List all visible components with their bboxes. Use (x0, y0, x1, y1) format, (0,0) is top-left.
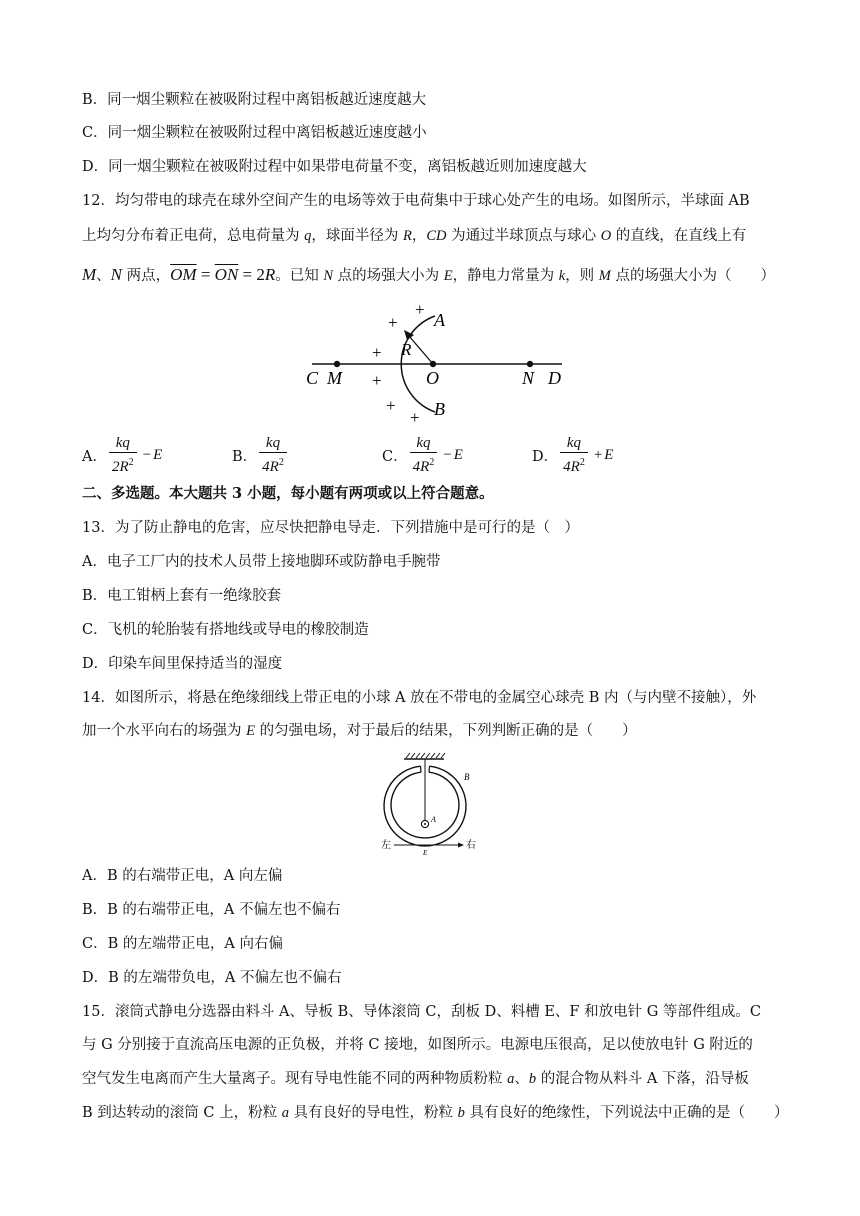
q13-option-a: A．电子工厂内的技术人员带上接地脚环或防静电手腕带 (82, 554, 441, 570)
charged-ball-center (424, 823, 426, 825)
q11-option-d: D．同一烟尘颗粒在被吸附过程中如果带电荷量不变，离铝板越近则加速度越大 (82, 159, 587, 175)
label-b: B (434, 399, 445, 419)
plus-sign: + (372, 343, 382, 362)
label-e: E (423, 849, 428, 856)
om-segment: $\overline{OM}$ (170, 265, 197, 284)
q12-option-b: B． $\frac{kq}{4R^2}$ (232, 432, 295, 478)
fraction: $\frac{kq}{4R^2}$ (410, 434, 438, 477)
fraction: $\frac{kq}{4R^2}$ (259, 434, 287, 477)
ceiling-hatch-icon (406, 753, 445, 758)
metal-shell-diagram (372, 752, 488, 856)
point-n (527, 361, 533, 367)
q14-option-a: A．B 的右端带正电，A 向左偏 (82, 868, 283, 884)
label-left: 左 (381, 840, 391, 851)
q11-option-b: B．同一烟尘颗粒在被吸附过程中离铝板越近速度越大 (82, 92, 427, 108)
label-right: 右 (466, 840, 476, 851)
section-heading: 二、多选题。本大题共 3 小题，每小题有两项或以上符合题意。 (82, 485, 494, 502)
q13-stem: 13．为了防止静电的危害，应尽快把静电导走．下列措施中是可行的是（ ） (82, 520, 579, 536)
q13-option-b: B．电工钳柄上套有一绝缘胶套 (82, 588, 282, 604)
q12-option-d: D． $\frac{kq}{4R^2}$ + E (532, 434, 614, 475)
q14-option-c: C．B 的左端带正电，A 向右偏 (82, 936, 283, 952)
plus-sign: + (415, 300, 425, 319)
field-arrowhead-icon (458, 843, 464, 848)
fraction: $\frac{kq}{2R^2}$ (109, 434, 137, 477)
q13-option-c: C．飞机的轮胎装有搭地线或导电的橡胶制造 (82, 622, 369, 638)
label-r: R (401, 340, 412, 359)
radius-arrow (409, 336, 433, 364)
label-b: B (464, 772, 470, 782)
q12-option-a: A． $\frac{kq}{2R^2}$ − E (82, 434, 163, 475)
q15-stem-line3: 空气发生电离而产生大量离子。现有导电性能不同的两种物质粉粒 a、b 的混合物从料斗 A 下落，沿导板 (82, 1071, 749, 1087)
label-o: O (426, 368, 439, 388)
label-a: A (431, 815, 436, 824)
q14-option-d: D．B 的左端带负电，A 不偏左也不偏右 (82, 970, 342, 986)
q13-option-d: D．印染车间里保持适当的湿度 (82, 656, 283, 672)
on-segment: $\overline{ON}$ (214, 265, 239, 284)
q15-stem-line4: B 到达转动的滚筒 C 上，粉粒 a 具有良好的导电性，粉粒 b 具有良好的绝缘性，下列说法中正确的是（ ） (82, 1105, 789, 1121)
q14-option-b: B．B 的右端带正电，A 不偏左也不偏右 (82, 902, 341, 918)
q14-stem-line1: 14．如图所示，将悬在绝缘细线上带正电的小球 A 放在不带电的金属空心球壳 B 内（与内壁不接触），外 (82, 690, 757, 706)
q15-stem-line2: 与 G 分别接于直流高压电源的正负极，并将 C 接地，如图所示。电源电压很高，足以使放电针 G 附近的 (82, 1037, 753, 1053)
shell-gap-edge (421, 766, 422, 772)
plus-sign: + (372, 371, 382, 390)
q12-stem-line2: 上均匀分布着正电荷，总电荷量为 q，球面半径为 R，CD 为通过半球顶点与球心 O 的直线，在直线上有 (82, 228, 747, 244)
q14-stem-line2: 加一个水平向右的场强为 E 的匀强电场，对于最后的结果，下列判断正确的是（ ） (82, 723, 637, 739)
hemisphere-diagram (300, 296, 580, 426)
fraction: $\frac{kq}{4R^2}$ (560, 434, 588, 477)
shell-gap-edge (429, 766, 430, 772)
q12-option-c: C． $\frac{kq}{4R^2}$ − E (382, 434, 463, 475)
q15-stem-line1: 15．滚筒式静电分选器由料斗 A、导板 B、导体滚筒 C，刮板 D、料槽 E、F 和放电针 G 等部件组成。C (82, 1004, 761, 1020)
q12-stem-line3: M、N 两点，$\overline{OM} = \overline{ON} = 2R$。已知 N 点的场强大小为 E，静电力常量为 k，则 M 点的场强大小为（ ） (82, 265, 775, 284)
plus-sign: + (386, 396, 396, 415)
plus-sign: + (388, 313, 398, 332)
q12-stem-line1: 12．均匀带电的球壳在球外空间产生的电场等效于电荷集中于球心处产生的电场。如图所示，半球面 AB (82, 193, 750, 209)
label-d: D (548, 368, 561, 388)
point-m (334, 361, 340, 367)
label-m: M (327, 368, 342, 388)
label-a: A (434, 310, 445, 330)
label-c: C (306, 368, 319, 388)
plus-sign: + (410, 408, 420, 426)
label-n: N (522, 368, 535, 388)
q11-option-c: C．同一烟尘颗粒在被吸附过程中离铝板越近速度越小 (82, 125, 427, 141)
